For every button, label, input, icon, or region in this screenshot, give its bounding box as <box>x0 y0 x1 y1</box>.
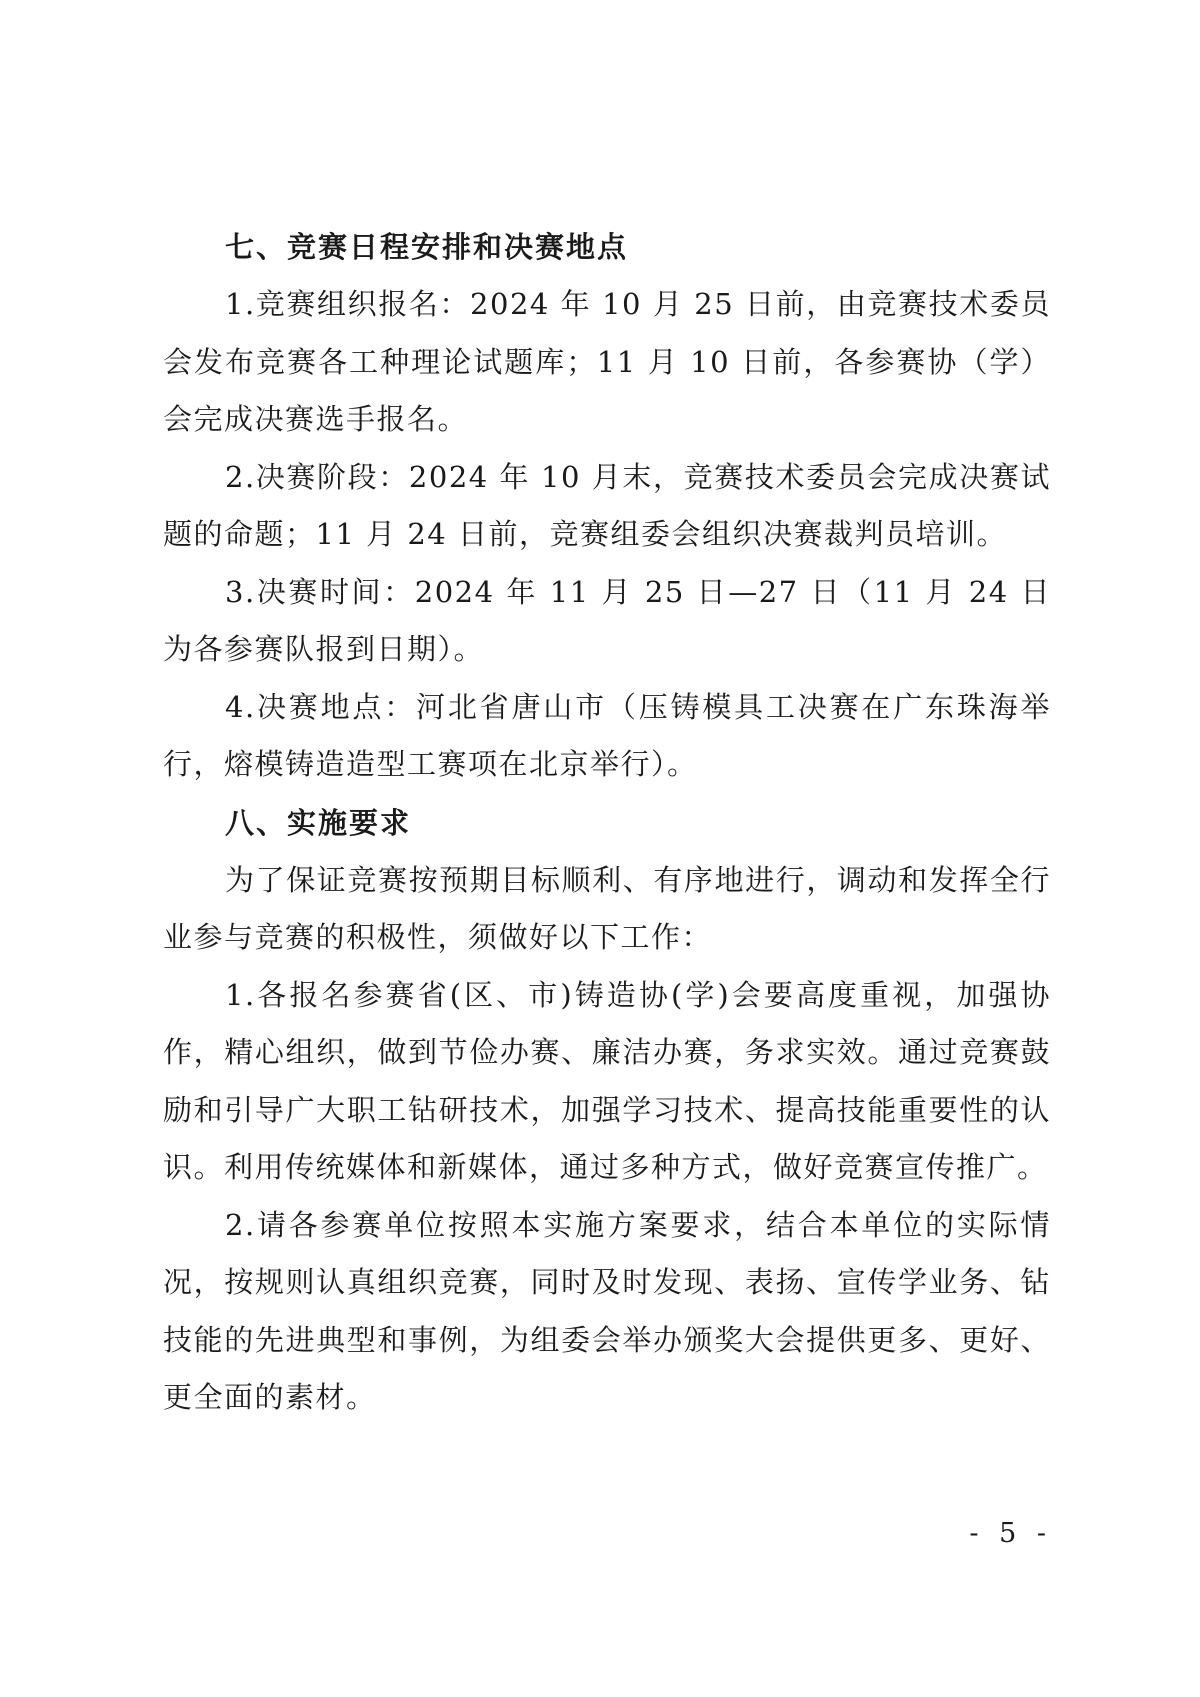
paragraph-requirements-intro: 为了保证竞赛按预期目标顺利、有序地进行，调动和发挥全行业参与竞赛的积极性，须做好以下工作： <box>163 862 1051 954</box>
page-number: - 5 - <box>969 1518 1052 1549</box>
paragraph-requirement-1: 1.各报名参赛省(区、市)铸造协(学)会要高度重视，加强协作，精心组织，做到节俭办赛、廉洁办赛，务求实效。通过竞赛鼓励和引导广大职工钻研技术，加强学习技术、提高技能重要性的认识。利用传统媒体和新媒体，通过多种方式，做好竞赛宣传推广。 <box>163 977 1051 1184</box>
section-heading-requirements: 八、实施要求 <box>225 805 412 840</box>
paragraph-final-stage: 2.决赛阶段：2024 年 10 月末，竞赛技术委员会完成决赛试题的命题；11 月 24 日前，竞赛组委会组织决赛裁判员培训。 <box>163 459 1051 551</box>
paragraph-requirement-2: 2.请各参赛单位按照本实施方案要求，结合本单位的实际情况，按规则认真组织竞赛，同时及时发现、表扬、宣传学业务、钻技能的先进典型和事例，为组委会举办颁奖大会提供更多、更好、更全面的素材。 <box>163 1207 1051 1414</box>
paragraph-registration: 1.竞赛组织报名：2024 年 10 月 25 日前，由竞赛技术委员会发布竞赛各工种理论试题库；11 月 10 日前，各参赛协（学）会完成决赛选手报名。 <box>163 287 1051 436</box>
paragraph-final-time: 3.决赛时间：2024 年 11 月 25 日—27 日（11 月 24 日为各参赛队报到日期）。 <box>163 574 1051 666</box>
document-body <box>163 218 1051 1427</box>
section-heading-schedule: 七、竞赛日程安排和决赛地点 <box>225 230 629 264</box>
paragraph-final-location: 4.决赛地点：河北省唐山市（压铸模具工决赛在广东珠海举行，熔模铸造造型工赛项在北京举行）。 <box>163 689 1051 781</box>
